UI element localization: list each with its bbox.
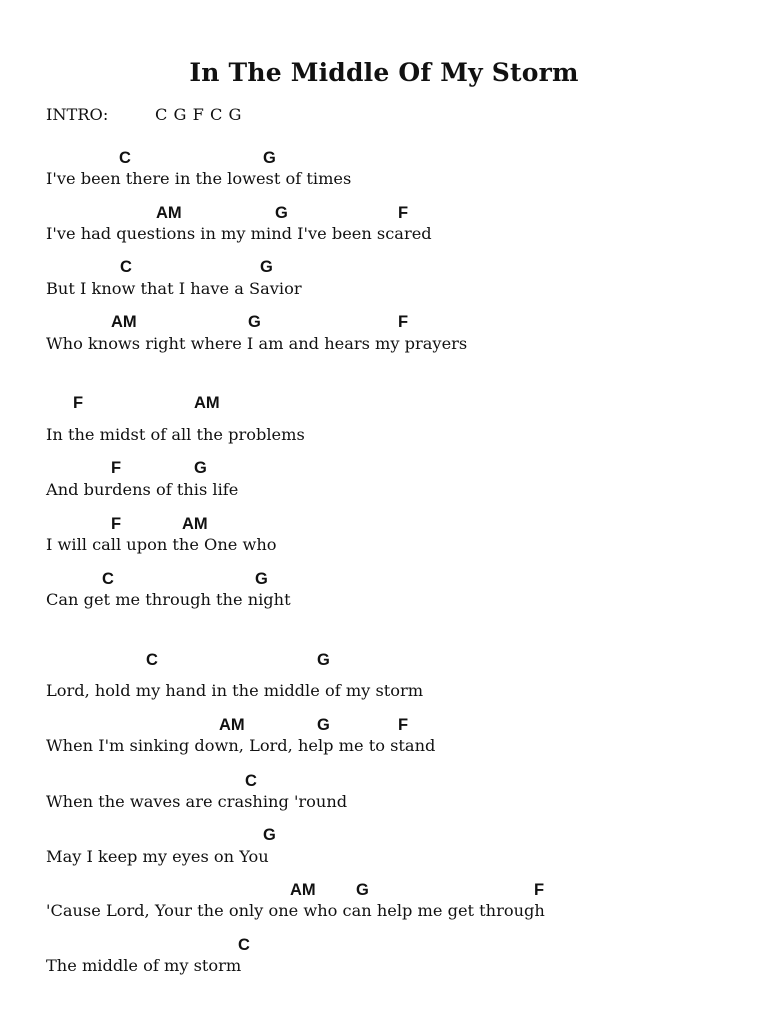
chord: G bbox=[260, 258, 273, 276]
chord: AM bbox=[290, 881, 316, 899]
chord: G bbox=[275, 204, 288, 222]
chord: G bbox=[194, 459, 207, 477]
chord: G bbox=[356, 881, 369, 899]
lyric-line: May I keep my eyes on You bbox=[46, 847, 269, 866]
chord: G bbox=[248, 313, 261, 331]
chord: F bbox=[111, 515, 122, 533]
chord: F bbox=[398, 716, 409, 734]
chord: F bbox=[398, 204, 409, 222]
intro-label: INTRO: bbox=[46, 105, 109, 124]
lyric-line: The middle of my storm bbox=[46, 956, 242, 975]
chord: G bbox=[255, 570, 268, 588]
lyric-line: Can get me through the night bbox=[46, 590, 291, 609]
chord: AM bbox=[156, 204, 182, 222]
chord: C bbox=[245, 772, 257, 790]
chord: C bbox=[102, 570, 114, 588]
lyric-line: Lord, hold my hand in the middle of my storm bbox=[46, 681, 424, 700]
chord: AM bbox=[194, 394, 220, 412]
chord: F bbox=[73, 394, 84, 412]
chord: G bbox=[317, 651, 330, 669]
chord: F bbox=[111, 459, 122, 477]
lyric-line: When the waves are crashing 'round bbox=[46, 792, 348, 811]
chord: C bbox=[238, 936, 250, 954]
lyric-line: And burdens of this life bbox=[46, 480, 239, 499]
chord: AM bbox=[182, 515, 208, 533]
chord: F bbox=[534, 881, 545, 899]
lyric-line: In the midst of all the problems bbox=[46, 425, 305, 444]
lyric-line: When I'm sinking down, Lord, help me to stand bbox=[46, 736, 436, 755]
song-title: In The Middle Of My Storm bbox=[189, 58, 579, 87]
chord: G bbox=[263, 149, 276, 167]
chord: AM bbox=[111, 313, 137, 331]
lyric-line: I will call upon the One who bbox=[46, 535, 277, 554]
chord: F bbox=[398, 313, 409, 331]
chord: G bbox=[263, 826, 276, 844]
lyric-line: Who knows right where I am and hears my prayers bbox=[46, 334, 468, 353]
chord: G bbox=[317, 716, 330, 734]
intro-chords: C G F C G bbox=[155, 105, 242, 124]
chord: AM bbox=[219, 716, 245, 734]
lyric-line: But I know that I have a Savior bbox=[46, 279, 302, 298]
chord: C bbox=[119, 149, 131, 167]
lyric-line: I've had questions in my mind I've been scared bbox=[46, 224, 432, 243]
chord: C bbox=[146, 651, 158, 669]
chord: C bbox=[120, 258, 132, 276]
lyric-line: I've been there in the lowest of times bbox=[46, 169, 352, 188]
lyric-line: 'Cause Lord, Your the only one who can help me get through bbox=[46, 901, 545, 920]
